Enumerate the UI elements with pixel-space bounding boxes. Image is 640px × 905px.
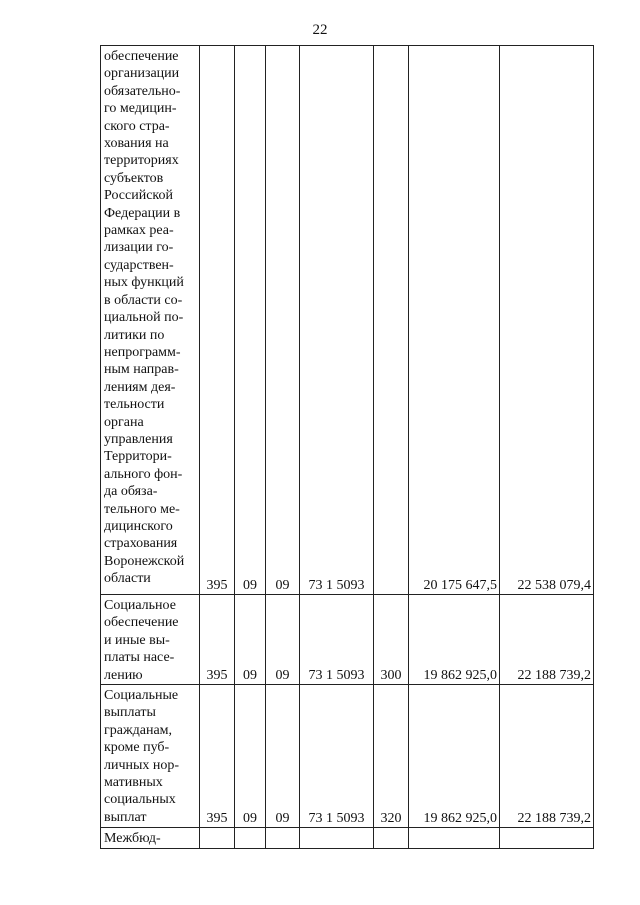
description-line: обязательно- xyxy=(104,83,181,99)
cell-expense-type xyxy=(374,828,409,849)
description-line: обеспечение xyxy=(104,49,179,64)
cell-subsection xyxy=(266,828,300,849)
description-line: тельного ме- xyxy=(104,501,180,517)
budget-table xyxy=(100,45,594,849)
cell-amount-year1: 20 175 647,5 xyxy=(409,46,500,595)
cell-description xyxy=(101,595,200,685)
description-line: Межбюд- xyxy=(104,831,161,847)
page-number: 22 xyxy=(312,22,328,38)
cell-section: 09 xyxy=(235,595,266,685)
description-line: тельности xyxy=(104,397,165,413)
cell-amount-year2: 22 188 739,2 xyxy=(500,685,594,828)
description-line: области xyxy=(104,571,151,587)
description-line: территориях xyxy=(104,153,179,169)
cell-subsection: 09 xyxy=(266,595,300,685)
description-line: платы насе- xyxy=(104,650,175,666)
description-line: страхования xyxy=(104,536,178,552)
cell-expense-type: 320 xyxy=(374,685,409,828)
description-line: лизации го- xyxy=(104,240,174,256)
cell-grbs: 395 xyxy=(200,595,235,685)
description-line: литики по xyxy=(104,327,165,343)
description-line: гражданам, xyxy=(104,722,173,738)
cell-description xyxy=(101,828,200,849)
description-line: кроме пуб- xyxy=(104,740,170,756)
description-line: лению xyxy=(104,667,143,683)
cell-grbs xyxy=(200,828,235,849)
description-line: Территори- xyxy=(104,449,172,465)
cell-amount-year1 xyxy=(409,828,500,849)
cell-section: 09 xyxy=(235,46,266,595)
description-line: обеспечение xyxy=(104,615,179,631)
cell-amount-year1: 19 862 925,0 xyxy=(409,685,500,828)
description-line: Воронежской xyxy=(104,553,185,569)
description-line: Социальные xyxy=(104,688,179,704)
description-line: го медицин- xyxy=(104,101,177,117)
description-line: лениям дея- xyxy=(104,379,176,395)
description-line: хования на xyxy=(104,136,169,152)
table-row xyxy=(101,828,594,849)
description-line: организации xyxy=(104,66,180,82)
description-line: да обяза- xyxy=(104,484,158,500)
description-line: выплаты xyxy=(104,705,156,721)
description-line: Федерации в xyxy=(104,205,181,221)
cell-amount-year2: 22 188 739,2 xyxy=(500,595,594,685)
cell-section xyxy=(235,828,266,849)
cell-target-article: 73 1 5093 xyxy=(300,595,374,685)
description-line: Социальное xyxy=(104,598,176,613)
table-row xyxy=(101,595,594,685)
description-line: рамках реа- xyxy=(104,223,174,239)
cell-amount-year2: 22 538 079,4 xyxy=(500,46,594,595)
cell-expense-type: 300 xyxy=(374,595,409,685)
table-row xyxy=(101,685,594,828)
description-line: Российской xyxy=(104,188,173,204)
cell-description xyxy=(101,685,200,828)
description-line: выплат xyxy=(104,809,147,825)
description-line: дицинского xyxy=(104,518,173,534)
description-line: органа xyxy=(104,414,144,430)
description-line: управления xyxy=(104,431,173,447)
cell-expense-type xyxy=(374,46,409,595)
description-line: ального фон- xyxy=(104,466,183,482)
description-line: и иные вы- xyxy=(104,632,170,648)
cell-target-article xyxy=(300,828,374,849)
cell-grbs: 395 xyxy=(200,685,235,828)
description-line: ных функций xyxy=(104,275,184,291)
cell-amount-year2 xyxy=(500,828,594,849)
description-line: ным направ- xyxy=(104,362,179,378)
cell-grbs: 395 xyxy=(200,46,235,595)
description-line: мативных xyxy=(104,775,163,791)
cell-subsection: 09 xyxy=(266,46,300,595)
description-line: в области со- xyxy=(104,292,183,308)
table-row xyxy=(101,46,594,595)
cell-target-article: 73 1 5093 xyxy=(300,685,374,828)
description-line: социальных xyxy=(104,792,176,808)
cell-target-article: 73 1 5093 xyxy=(300,46,374,595)
cell-amount-year1: 19 862 925,0 xyxy=(409,595,500,685)
description-line: циальной по- xyxy=(104,310,184,326)
cell-subsection: 09 xyxy=(266,685,300,828)
description-line: непрограмм- xyxy=(104,344,181,360)
description-line: личных нор- xyxy=(104,757,180,773)
cell-description xyxy=(101,46,200,595)
description-line: субъектов xyxy=(104,170,164,186)
description-line: сударствен- xyxy=(104,257,174,273)
description-line: ского стра- xyxy=(104,118,170,134)
cell-section: 09 xyxy=(235,685,266,828)
